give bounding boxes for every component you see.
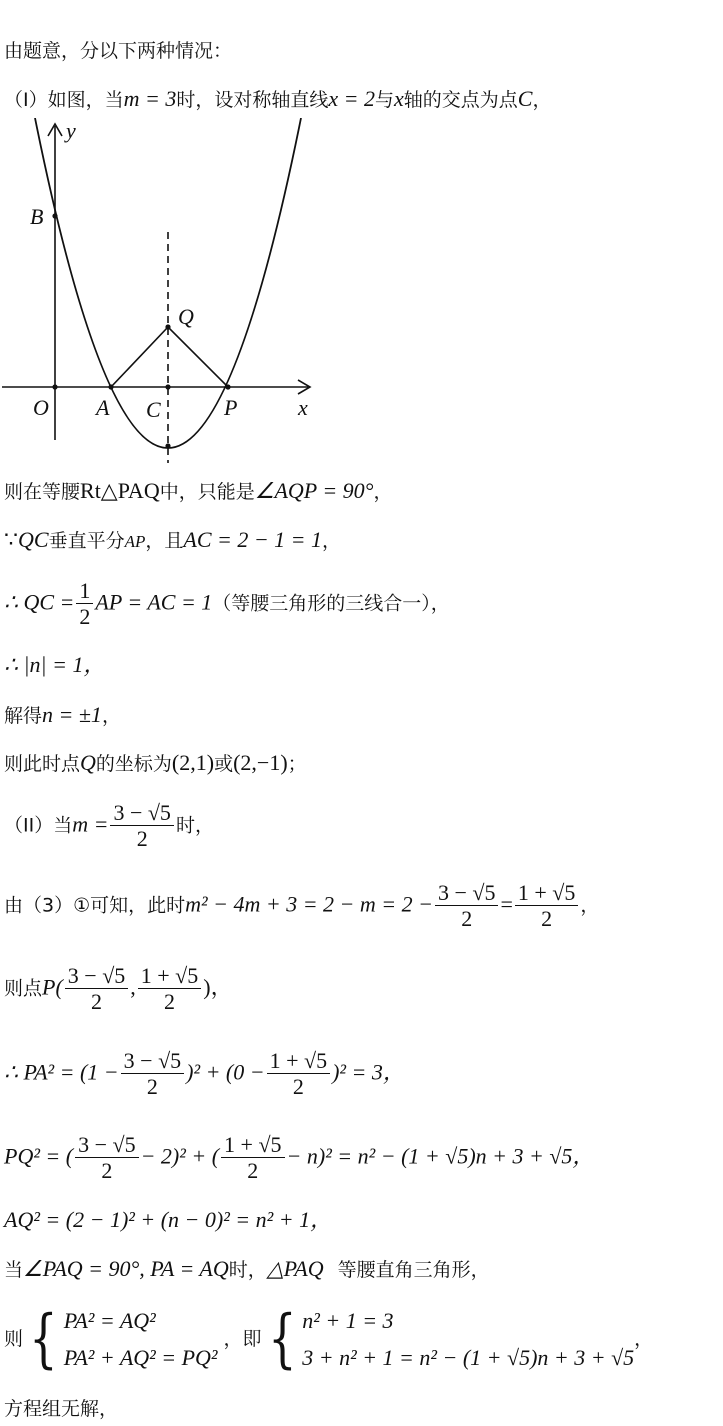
label-b: B: [30, 204, 44, 229]
frac-num: 3 − √5: [110, 800, 173, 826]
frac-den: 2: [292, 1074, 304, 1100]
l2d: AP: [124, 532, 146, 551]
system-2-eq2: 3 + n² + 1 = n² − (1 + √5)n + 3 + √5: [302, 1345, 635, 1371]
line-aq2: AQ² = (2 − 1)² + (n − 0)² = n² + 1，: [4, 1207, 333, 1232]
frac-den: 2: [461, 906, 473, 932]
line-when-paq: [4, 1258, 490, 1280]
frac-num: 3 − √5: [75, 1132, 138, 1158]
frac-den: 2: [136, 826, 148, 852]
case1-point-c: C: [517, 86, 533, 111]
l10a: ∴ PA² = (1 −: [4, 1059, 119, 1085]
line-from-3: [4, 880, 599, 932]
l13a: 当: [4, 1259, 24, 1281]
l11b: − 2)² + (: [140, 1143, 220, 1169]
frac-num: 3 − √5: [435, 880, 498, 906]
line-perpendicular: [4, 529, 341, 551]
case1-t4: ，: [532, 89, 552, 111]
l7c: 时，: [175, 814, 214, 837]
parabola-figure: [0, 118, 330, 468]
frac-num: 1: [76, 578, 93, 604]
label-o: O: [33, 395, 49, 420]
frac-half: [76, 578, 93, 630]
vertex: [165, 443, 170, 448]
l6g: ；: [287, 753, 307, 775]
l2a: ∵: [4, 527, 18, 552]
l9c: ,: [130, 974, 136, 1000]
system-2-eq1: n² + 1 = 3: [302, 1308, 394, 1333]
point-o: [52, 384, 57, 389]
case1-t3: 轴的交点为点: [403, 89, 518, 111]
l8b: m² − 4m + 3 = 2 − m = 2 −: [185, 891, 433, 917]
l2b: QC: [18, 527, 49, 552]
left-brace: {: [267, 1302, 297, 1377]
frac-num: 1 + √5: [221, 1132, 284, 1158]
l13d: △PAQ: [266, 1256, 324, 1281]
frac-den: 2: [101, 1158, 113, 1184]
l10b: )² + (0 −: [186, 1059, 265, 1085]
label-q: Q: [178, 304, 194, 329]
line-isosceles: [4, 480, 392, 502]
l2f: AC = 2 − 1 = 1: [183, 527, 323, 552]
line-systems: [4, 1302, 653, 1377]
label-c: C: [146, 397, 161, 422]
triangle-aqp: [111, 327, 228, 387]
line-abs-n: ∴ |n| = 1，: [4, 652, 106, 677]
l14b: ，即: [223, 1327, 262, 1350]
frac-den: 2: [79, 604, 91, 630]
l13e: 等腰直角三角形，: [337, 1259, 490, 1281]
l14a: 则: [4, 1327, 24, 1350]
label-a: A: [96, 395, 110, 420]
frac-num: 1 + √5: [267, 1048, 330, 1074]
line-qc: [4, 578, 450, 630]
left-brace: {: [29, 1302, 58, 1377]
frac-a: [435, 880, 498, 932]
l5c: ，: [101, 705, 121, 727]
l7a: （II）当: [4, 814, 73, 837]
system-2: [302, 1302, 634, 1377]
case1-head: （I）如图，当: [4, 89, 124, 111]
line-point-p: [4, 963, 233, 1015]
l5b: n = ±1: [42, 702, 102, 727]
frac-a: [75, 1132, 138, 1184]
l1c: 中，只能是: [159, 481, 255, 503]
case1-line: [4, 88, 551, 110]
label-y: y: [66, 118, 76, 143]
l11c: − n)² = n² − (1 + √5)n + 3 + √5，: [286, 1143, 595, 1169]
l8a: 由（3）①可知，此时: [4, 894, 186, 917]
line-case2: [4, 800, 214, 852]
point-a: [108, 384, 113, 389]
l1a: 则在等腰: [4, 481, 81, 503]
label-x: x: [298, 395, 308, 420]
line-q-coords: [4, 752, 307, 774]
point-c: [165, 384, 170, 389]
point-q: [165, 324, 170, 329]
l14c: ，: [634, 1327, 654, 1350]
frac-den: 2: [146, 1074, 158, 1100]
l1e: ，: [373, 481, 393, 503]
frac-num: 1 + √5: [138, 963, 201, 989]
line-no-solution: 方程组无解，: [4, 1398, 119, 1420]
l6d: (2,1): [171, 750, 215, 775]
case1-t1: 时，设对称轴直线: [176, 89, 329, 111]
case1-xvar: x: [394, 86, 404, 111]
l6e: 或: [214, 753, 234, 775]
l5a: 解得: [4, 705, 43, 727]
l3b: AP = AC = 1: [95, 589, 213, 615]
frac-b: [515, 880, 578, 932]
l8c: =: [500, 891, 513, 917]
frac-num: 3 − √5: [121, 1048, 184, 1074]
frac-num: 3 − √5: [65, 963, 128, 989]
l9b: P(: [42, 974, 63, 1000]
l9d: )，: [203, 974, 233, 1000]
l10c: )² = 3，: [332, 1059, 405, 1085]
l13b: ∠PAQ = 90°, PA = AQ: [23, 1256, 229, 1281]
frac-den: 2: [247, 1158, 259, 1184]
l6b: Q: [80, 750, 96, 775]
l3c: （等腰三角形的三线合一），: [212, 592, 450, 615]
l11a: PQ² = (: [4, 1143, 74, 1169]
frac-a: [121, 1048, 184, 1100]
frac-b: [221, 1132, 284, 1184]
frac-b: [138, 963, 201, 1015]
case1-t2: 与: [374, 89, 394, 111]
l1d: ∠AQP = 90°: [254, 478, 374, 503]
l9a: 则点: [4, 977, 43, 1000]
case1-cond: m = 3: [123, 86, 177, 111]
point-p: [225, 384, 230, 389]
l2c: 垂直平分: [48, 530, 125, 552]
frac-den: 2: [541, 906, 553, 932]
frac-den: 2: [91, 989, 103, 1015]
line-pa2: [4, 1048, 405, 1100]
system-1-eq2: PA² + AQ² = PQ²: [63, 1345, 218, 1371]
line-solve-n: [4, 704, 121, 726]
frac-den: 2: [164, 989, 175, 1015]
frac-m: [110, 800, 173, 852]
l8d: ，: [580, 894, 600, 917]
l3a: ∴ QC =: [4, 589, 75, 615]
l2g: ，: [322, 530, 342, 552]
label-p: P: [224, 395, 238, 420]
l13c: 时，: [228, 1259, 267, 1281]
l6c: 的坐标为: [95, 753, 172, 775]
frac-b: [267, 1048, 330, 1100]
point-b: [52, 213, 57, 218]
l7b: m =: [72, 811, 109, 837]
intro-text: 由题意，分以下两种情况：: [4, 40, 233, 62]
frac-a: [65, 963, 128, 1015]
l6f: (2,−1): [233, 750, 288, 775]
case1-axis: x = 2: [328, 86, 375, 111]
system-1-eq1: PA² = AQ²: [63, 1308, 156, 1333]
system-1: [64, 1302, 218, 1377]
l2e: ，且: [145, 530, 184, 552]
frac-num: 1 + √5: [515, 880, 578, 906]
l1b: Rt△PAQ: [80, 478, 160, 503]
line-pq2: [4, 1132, 594, 1184]
l6a: 则此时点: [4, 753, 81, 775]
